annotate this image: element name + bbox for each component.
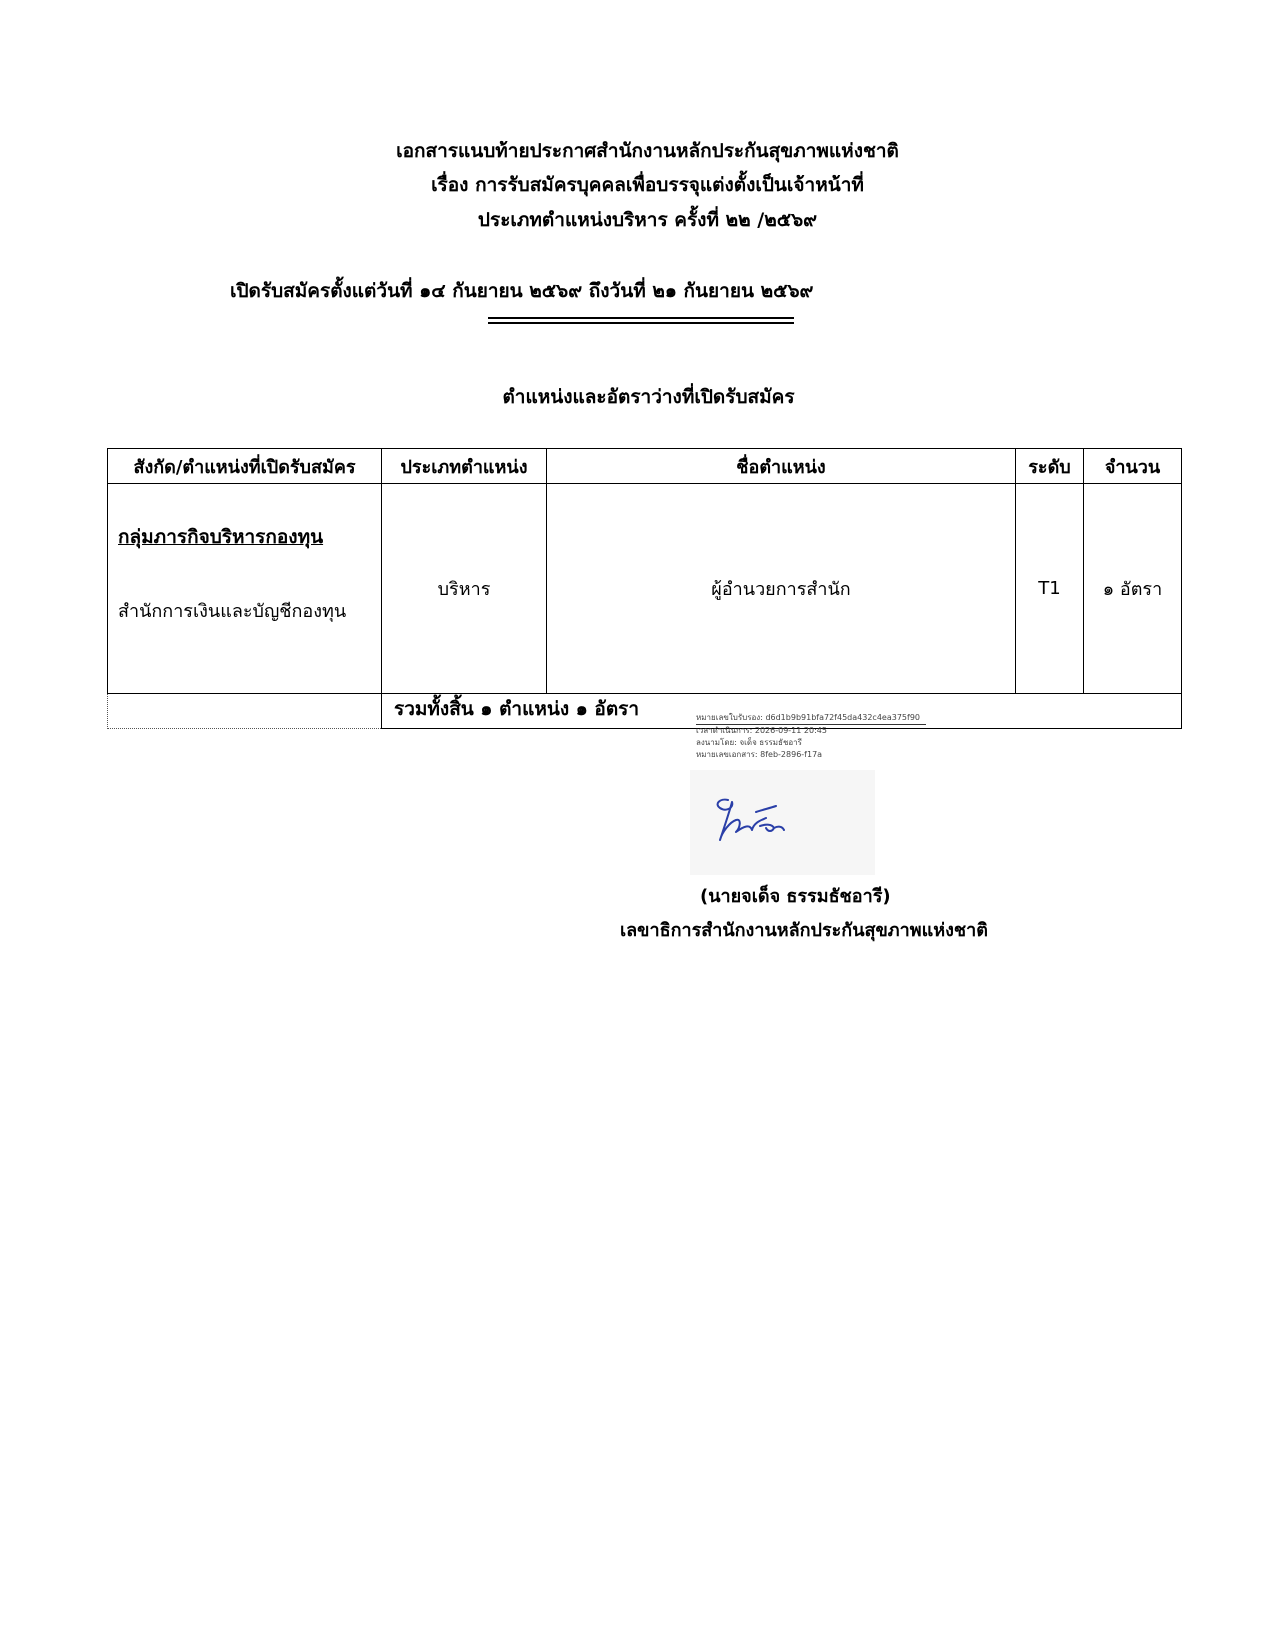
application-period: เปิดรับสมัครตั้งแต่วันที่ ๑๔ กันยายน ๒๕๖๙ ถึงวันที่ ๒๑ กันยายน ๒๕๖๙ bbox=[230, 280, 814, 302]
level-cell: T1 bbox=[1016, 484, 1084, 694]
mission-group-name: กลุ่มภารกิจบริหารกองทุน bbox=[118, 526, 324, 548]
header-line-2: เรื่อง การรับสมัครบุคคลเพื่อบรรจุแต่งตั้งเป็นเจ้าหน้าที่ bbox=[431, 174, 864, 196]
section-title: ตำแหน่งและอัตราว่างที่เปิดรับสมัคร bbox=[502, 386, 795, 408]
total-text: รวมทั้งสิ้น ๑ ตำแหน่ง ๑ อัตรา bbox=[394, 698, 640, 720]
office-name: สำนักการเงินและบัญชีกองทุน bbox=[118, 601, 347, 622]
header-line-1: เอกสารแนบท้ายประกาศสำนักงานหลักประกันสุขภาพแห่งชาติ bbox=[396, 140, 899, 162]
quantity-cell: ๑ อัตรา bbox=[1084, 484, 1182, 694]
signature-image bbox=[690, 770, 875, 875]
table-header-row bbox=[108, 449, 1182, 484]
department-cell bbox=[108, 484, 382, 694]
column-header-quantity: จำนวน bbox=[1084, 449, 1182, 484]
signed-by: ลงนามโดย: จเด็จ ธรรมธัชอารี bbox=[696, 738, 802, 747]
e-signature-metadata bbox=[696, 712, 926, 761]
header-line-3: ประเภทตำแหน่งบริหาร ครั้งที่ ๒๒ /๒๕๖๙ bbox=[477, 209, 818, 231]
position-name-cell: ผู้อำนวยการสำนัก bbox=[547, 484, 1016, 694]
total-empty-cell bbox=[108, 694, 382, 729]
positions-table bbox=[107, 448, 1182, 729]
signer-name: (นายจเด็จ ธรรมธัชอารี) bbox=[700, 886, 891, 907]
signing-datetime: เวลาดำเนินการ: 2026-09-11 20:45 bbox=[696, 726, 827, 735]
document-number: หมายเลขเอกสาร: 8feb-2896-f17a bbox=[696, 750, 823, 759]
column-header-department: สังกัด/ตำแหน่งที่เปิดรับสมัคร bbox=[108, 449, 382, 484]
table-row bbox=[108, 484, 1182, 694]
column-header-level: ระดับ bbox=[1016, 449, 1084, 484]
certificate-number: หมายเลขใบรับรอง: d6d1b9b91bfa72f45da432c4ea375f90 bbox=[696, 712, 926, 725]
column-header-position-type: ประเภทตำแหน่ง bbox=[382, 449, 547, 484]
handwritten-signature-icon bbox=[690, 770, 875, 875]
position-type-cell: บริหาร bbox=[382, 484, 547, 694]
total-row bbox=[108, 694, 1182, 729]
double-underline-divider bbox=[488, 317, 794, 324]
signer-title: เลขาธิการสำนักงานหลักประกันสุขภาพแห่งชาติ bbox=[620, 920, 988, 941]
column-header-position-name: ชื่อตำแหน่ง bbox=[547, 449, 1016, 484]
